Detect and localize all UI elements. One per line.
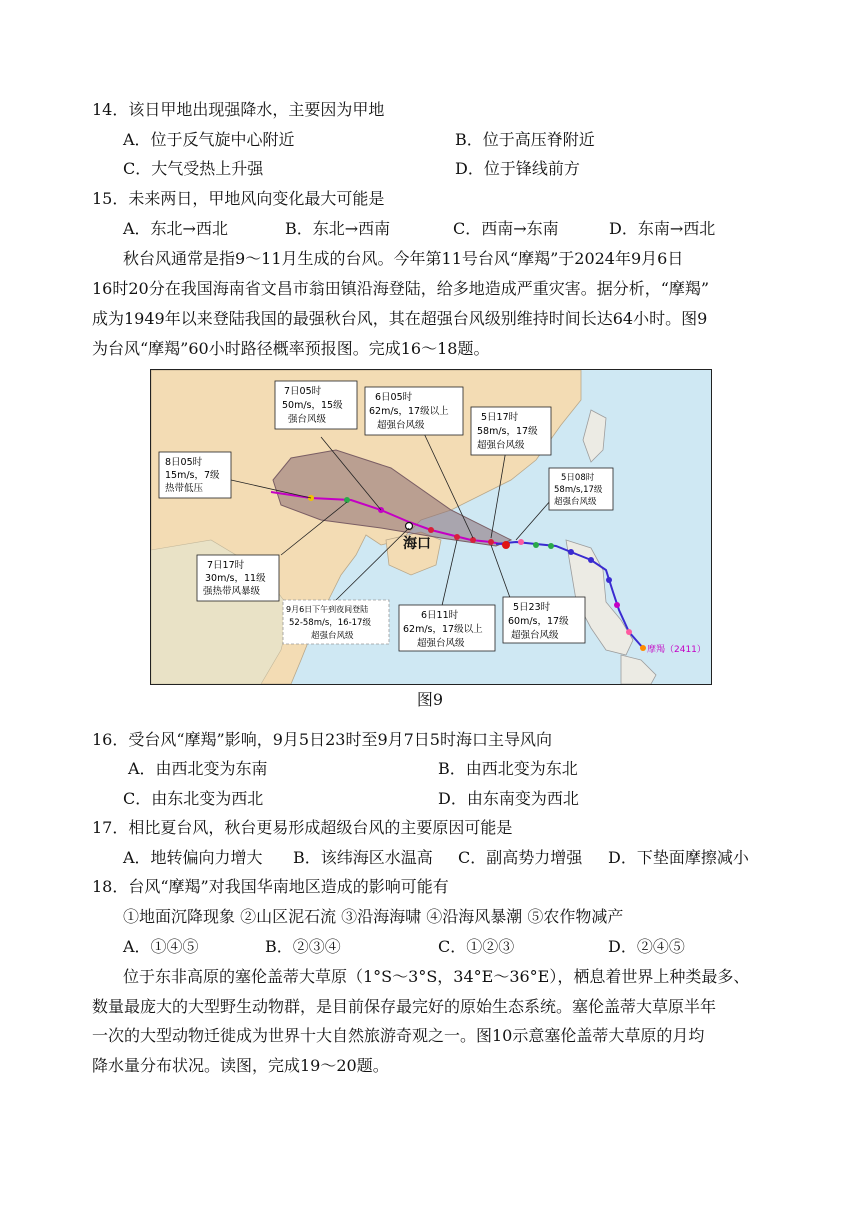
svg-text:60m/s，17级: 60m/s，17级 <box>508 616 569 627</box>
q15-option-a[interactable]: A．东北→西北 <box>123 219 228 238</box>
q14-option-c[interactable]: C．大气受热上升强 <box>123 159 264 178</box>
svg-text:强热带风暴级: 强热带风暴级 <box>203 586 261 597</box>
passage1-line1: 秋台风通常是指9～11月生成的台风。今年第11号台风“摩羯”于2024年9月6日 <box>123 249 684 268</box>
q18-option-b[interactable]: B．②③④ <box>265 937 341 956</box>
q17-stem: 17．相比夏台风，秋台更易形成超级台风的主要原因可能是 <box>92 818 513 837</box>
q14-option-a[interactable]: A．位于反气旋中心附近 <box>123 130 295 149</box>
svg-text:超强台风级: 超强台风级 <box>511 630 559 641</box>
svg-text:7日05时: 7日05时 <box>284 386 322 397</box>
haikou-label: 海口 <box>403 536 431 552</box>
svg-text:62m/s，17级以上: 62m/s，17级以上 <box>369 406 449 417</box>
svg-text:热带低压: 热带低压 <box>165 483 204 494</box>
q16-option-d[interactable]: D．由东南变为西北 <box>438 789 579 808</box>
passage2-line1: 位于东非高原的塞伦盖蒂大草原（1°S～3°S，34°E～36°E），栖息着世界上种类最多、 <box>123 967 750 986</box>
passage2-line3: 一次的大型动物迁徙成为世界十大自然旅游奇观之一。图10示意塞伦盖蒂大草原的月均 <box>92 1026 705 1045</box>
q15-option-b[interactable]: B．东北→西南 <box>285 219 391 238</box>
svg-text:8日05时: 8日05时 <box>165 457 203 468</box>
q17-option-c[interactable]: C．副高势力增强 <box>458 848 583 867</box>
svg-text:超强台风级: 超强台风级 <box>477 440 525 451</box>
callout-6d05 <box>365 387 463 435</box>
q14-option-d[interactable]: D．位于锋线前方 <box>455 159 580 178</box>
svg-text:5日17时: 5日17时 <box>481 412 519 423</box>
passage2-line2: 数量最庞大的大型野生动物群，是目前保存最完好的原始生态系统。塞伦盖蒂大草原半年 <box>92 997 717 1016</box>
passage1-line2: 16时20分在我国海南省文昌市翁田镇沿海登陆，给多地造成严重灾害。据分析，“摩羯” <box>92 279 710 298</box>
callout-7d17 <box>197 555 279 601</box>
passage1-line3: 成为1949年以来登陆我国的最强秋台风，其在超强台风级别维持时间长达64小时。图9 <box>92 309 708 328</box>
svg-text:5日23时: 5日23时 <box>513 602 551 613</box>
q17-option-a[interactable]: A．地转偏向力增大 <box>123 848 263 867</box>
svg-text:超强台风级: 超强台风级 <box>554 497 597 507</box>
callout-5d08 <box>549 468 613 510</box>
q17-option-b[interactable]: B．该纬海区水温高 <box>293 848 433 867</box>
callout-6pm <box>283 600 389 644</box>
passage2-line4: 降水量分布状况。读图，完成19～20题。 <box>92 1056 389 1075</box>
q16-stem: 16．受台风“摩羯”影响，9月5日23时至9月7日5时海口主导风向 <box>92 730 552 749</box>
typhoon-tag: 摩羯（2411） <box>647 645 706 655</box>
q17-option-d[interactable]: D．下垫面摩擦减小 <box>608 848 749 867</box>
svg-text:58m/s，17级: 58m/s，17级 <box>477 426 538 437</box>
svg-text:7日17时: 7日17时 <box>207 560 245 571</box>
callout-5d17 <box>471 407 551 455</box>
q16-option-b[interactable]: B．由西北变为东北 <box>438 759 578 778</box>
svg-text:6日11时: 6日11时 <box>421 610 459 621</box>
svg-text:强台风级: 强台风级 <box>288 414 327 425</box>
q16-option-c[interactable]: C．由东北变为西北 <box>123 789 264 808</box>
svg-text:58m/s,17级: 58m/s,17级 <box>554 485 603 495</box>
callout-8d05 <box>159 452 231 498</box>
q15-option-c[interactable]: C．西南→东南 <box>453 219 559 238</box>
q18-option-a[interactable]: A．①④⑤ <box>123 937 199 956</box>
q14-option-b[interactable]: B．位于高压脊附近 <box>455 130 595 149</box>
svg-text:30m/s，11级: 30m/s，11级 <box>205 573 266 584</box>
q18-option-c[interactable]: C．①②③ <box>438 937 515 956</box>
svg-text:15m/s，7级: 15m/s，7级 <box>165 470 220 481</box>
svg-text:50m/s，15级: 50m/s，15级 <box>282 400 343 411</box>
q18-stem: 18．台风“摩羯”对我国华南地区造成的影响可能有 <box>92 877 449 896</box>
svg-text:超强台风级: 超强台风级 <box>417 638 465 649</box>
callout-6d11 <box>399 605 495 651</box>
q14-stem: 14．该日甲地出现强降水，主要因为甲地 <box>92 100 385 119</box>
svg-text:5日08时: 5日08时 <box>561 473 595 483</box>
callout-7d05 <box>275 381 357 429</box>
callout-5d23 <box>503 597 585 643</box>
q16-option-a[interactable]: A．由西北变为东南 <box>128 759 268 778</box>
svg-text:超强台风级: 超强台风级 <box>377 420 425 431</box>
figure9-caption: 图9 <box>416 690 444 709</box>
typhoon-forecast-map <box>150 369 712 685</box>
svg-text:6日05时: 6日05时 <box>375 392 413 403</box>
passage1-line4: 为台风“摩羯”60小时路径概率预报图。完成16～18题。 <box>92 339 490 358</box>
q18-items: ①地面沉降现象 ②山区泥石流 ③沿海海啸 ④沿海风暴潮 ⑤农作物减产 <box>123 907 624 926</box>
svg-text:9月6日下午到夜间登陆: 9月6日下午到夜间登陆 <box>286 605 369 614</box>
svg-text:62m/s，17级以上: 62m/s，17级以上 <box>403 624 483 635</box>
svg-text:超强台风级: 超强台风级 <box>311 631 354 641</box>
svg-text:52-58m/s，16-17级: 52-58m/s，16-17级 <box>289 618 371 628</box>
q15-stem: 15．未来两日，甲地风向变化最大可能是 <box>92 189 385 208</box>
q15-option-d[interactable]: D．东南→西北 <box>609 219 716 238</box>
q18-option-d[interactable]: D．②④⑤ <box>608 937 685 956</box>
